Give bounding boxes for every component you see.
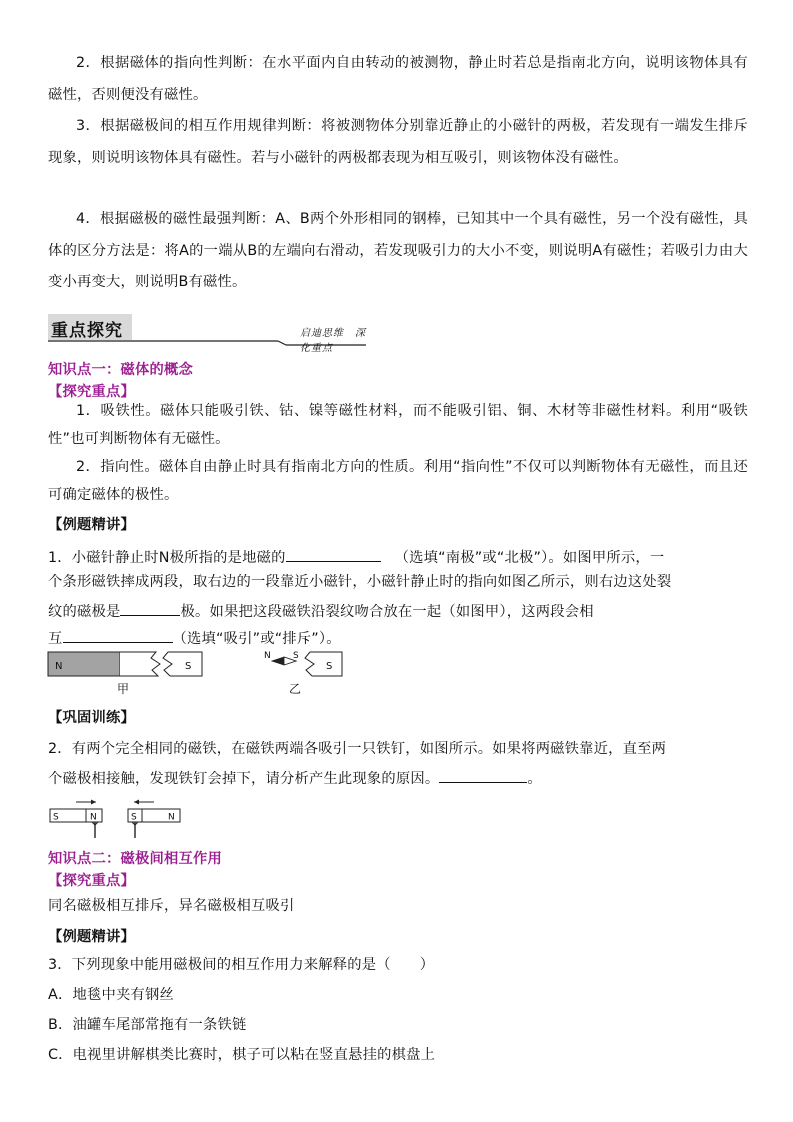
figure-yi-needle-and-magnet <box>258 646 348 682</box>
figure-left-magnet-n-label: N <box>90 812 97 823</box>
kp1-item-attract-iron: 1．吸铁性。磁体只能吸引铁、钴、镍等磁性材料，而不能吸引铝、铜、木材等非磁性材料。利用“吸铁性”也可判断物体有无磁性。 <box>48 403 748 447</box>
question-3-option-a[interactable]: A．地毯中夹有钢丝 <box>48 987 174 1003</box>
question-1-text-a: 1．小磁针静止时N极所指的是地磁的 <box>48 550 286 566</box>
figure-right-magnet-s-label: S <box>131 812 137 823</box>
figure-jia-broken-magnet <box>48 650 208 680</box>
explore-key-heading-2: 【探究重点】 <box>48 873 135 889</box>
figure-jia-s-label: S <box>185 661 192 672</box>
question-2-text-b: 。 <box>527 771 542 787</box>
question-3-option-c[interactable]: C．电视里讲解棋类比赛时，棋子可以粘在竖直悬挂的棋盘上 <box>48 1047 436 1063</box>
figure-yi-needle-s-label: S <box>293 651 299 661</box>
question-1-text-c: 纹的磁极是 <box>48 604 121 620</box>
question-1-blank-3[interactable] <box>63 626 173 643</box>
paragraph-method-2: 2．根据磁体的指向性判断：在水平面内自由转动的被测物，静止时若总是指南北方向，说明该物体具有磁性，否则便没有磁性。 <box>48 55 748 103</box>
question-1-text-d: 极。如果把这段磁铁沿裂纹吻合放在一起（如图甲），这两段会相 <box>180 604 594 620</box>
question-1-text-e: 互 <box>48 631 63 647</box>
kp2-rule: 同名磁极相互排斥，异名磁极相互吸引 <box>48 898 295 914</box>
question-1-line-1 <box>48 545 664 568</box>
paragraph-method-4: 4．根据磁极的磁性最强判断：A、B两个外形相同的钢棒，已知其中一个具有磁性，另一个没有磁性，具体的区分方法是：将A的一端从B的左端向右滑动，若发现吸引力的大小不变，则说明A有磁性；若吸引力由大变小再变大，则说明B有磁性。 <box>48 211 748 290</box>
question-1-line-3 <box>48 599 594 622</box>
section-tag: 启迪思维 深化重点 <box>300 328 366 354</box>
question-1-line-2: 个条形磁铁摔成两段，取右边的一段靠近小磁针，小磁针静止时的指向如图乙所示，则右边这处裂 <box>48 574 672 590</box>
knowledge-point-2-title: 知识点二：磁极间相互作用 <box>48 851 222 867</box>
figure-jia-caption: 甲 <box>117 682 130 696</box>
question-2-blank[interactable] <box>439 766 527 783</box>
practice-heading: 【巩固训练】 <box>48 710 135 726</box>
question-2-text-a: 个磁极相接触，发现铁钉会掉下，请分析产生此现象的原因。 <box>48 771 440 787</box>
figure-yi-needle-n-label: N <box>264 651 271 661</box>
question-3-option-b[interactable]: B．油罐车尾部常拖有一条铁链 <box>48 1017 247 1033</box>
question-1-text-b: （选填“南极”或“北极”）。如图甲所示，一 <box>394 550 665 566</box>
figure-right-magnet-n-label: N <box>168 812 175 823</box>
figure-yi-magnet-s-label: S <box>326 661 333 672</box>
question-1-blank-2[interactable] <box>120 599 180 616</box>
kp1-item-direction: 2．指向性。磁体自由静止时具有指南北方向的性质。利用“指向性”不仅可以判断物体有无磁性，而且还可确定磁体的极性。 <box>48 459 748 503</box>
question-2-line-2 <box>48 766 542 789</box>
knowledge-point-1-title: 知识点一：磁体的概念 <box>48 362 193 378</box>
section-header <box>48 312 368 354</box>
figure-jia-n-label: N <box>55 661 63 672</box>
figure-two-magnets-with-nails <box>48 796 188 844</box>
figure-left-magnet-s-label: S <box>53 812 59 823</box>
explore-key-heading-1: 【探究重点】 <box>48 384 135 400</box>
paragraph-method-3: 3．根据磁极间的相互作用规律判断：将被测物体分别靠近静止的小磁针的两极，若发现有一端发生排斥现象，则说明该物体具有磁性。若与小磁针的两极都表现为相互吸引，则该物体没有磁性。 <box>48 118 748 166</box>
example-heading-1: 【例题精讲】 <box>48 517 135 533</box>
example-heading-2: 【例题精讲】 <box>48 929 135 945</box>
figure-yi-caption: 乙 <box>289 682 302 696</box>
question-1-blank-1[interactable] <box>286 545 381 562</box>
question-2-line-1: 2．有两个完全相同的磁铁，在磁铁两端各吸引一只铁钉，如图所示。如果将两磁铁靠近，直至两 <box>48 741 667 757</box>
question-3-stem: 3．下列现象中能用磁极间的相互作用力来解释的是（ ） <box>48 957 435 973</box>
section-title: 重点探究 <box>51 321 123 341</box>
question-1-text-f: （选填“吸引”或“排斥”）。 <box>172 631 341 647</box>
